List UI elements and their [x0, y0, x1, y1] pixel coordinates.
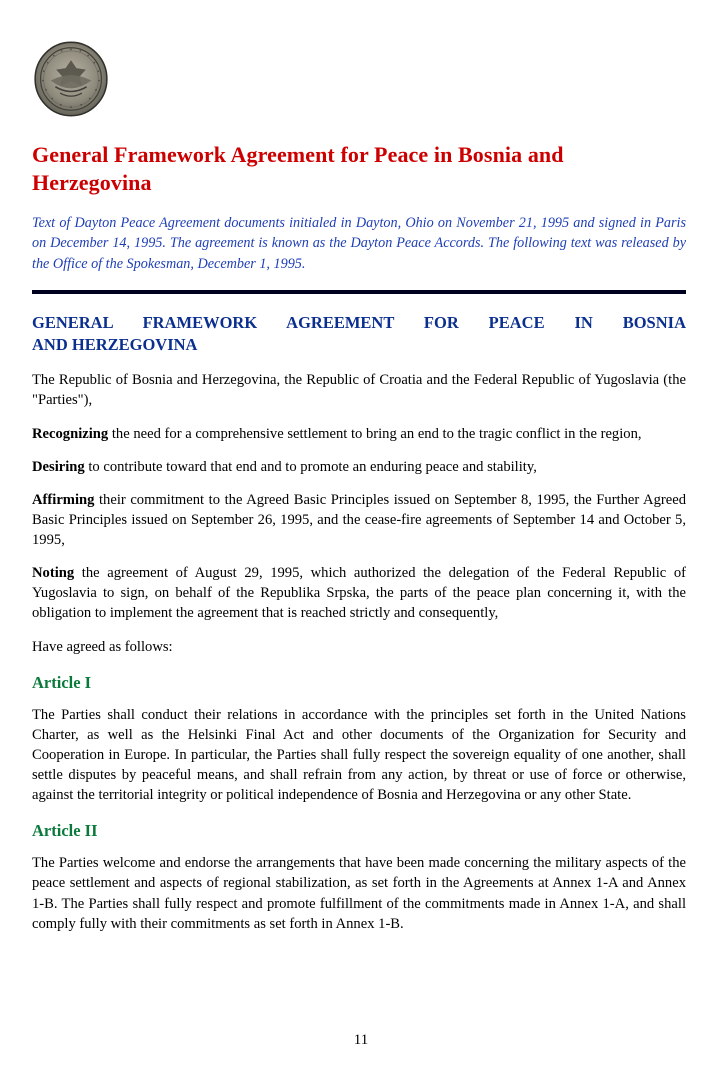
document-subtitle: Text of Dayton Peace Agreement documents initialed in Dayton, Ohio on November 21, 1995 and signed in Paris on December 14, 1995. The agreement is known as the Dayton Peace Accords. The following text was released by the Office of the Spokesman, December 1, 1995. [32, 215, 686, 272]
agreement-heading-line-1: GENERAL FRAMEWORK AGREEMENT FOR PEACE IN BOSNIA [32, 312, 686, 332]
paragraph-affirming [32, 490, 686, 550]
agreement-heading-line-2: AND HERZEGOVINA [32, 335, 198, 355]
page-title: General Framework Agreement for Peace in Bosnia and Herzegovina [32, 142, 564, 196]
paragraph-desiring [32, 457, 686, 477]
article-body-i: The Parties shall conduct their relations in accordance with the principles set forth in the United Nations Charter, as well as the Helsinki Final Act and other documents of the Organization for Security and Cooperation in Europe. In particular, the Parties shall fully respect the sovereign equality of one another, shall settle disputes by peaceful means, and shall refrain from any action, by threat or use of force or otherwise, against the territorial integrity or political independence of Bosnia and Herzegovina or any other State. [32, 706, 686, 804]
paragraph-text: the agreement of August 29, 1995, which authorized the delegation of the Federal Republic of Yugoslavia to sign, on behalf of the Republika Srpska, the parts of the peace plan concerning it, with the obligation to implement the agreement that is reached strictly and consequently, [32, 565, 686, 622]
paragraph-lead: Desiring [32, 458, 85, 475]
paragraph-recognizing [32, 424, 686, 444]
article-heading-ii: Article II [32, 821, 98, 841]
page-number: 11 [353, 1032, 369, 1048]
great-seal-icon [32, 40, 110, 118]
article-heading-i: Article I [32, 672, 92, 692]
paragraph-noting [32, 563, 686, 623]
paragraph-text: Have agreed as follows: [32, 638, 173, 655]
agreement-heading [32, 312, 686, 357]
paragraph-lead: Noting [32, 565, 75, 582]
seal-container [32, 40, 686, 123]
paragraph-lead: Affirming [32, 491, 95, 508]
horizontal-rule [32, 290, 686, 294]
paragraph-text: The Republic of Bosnia and Herzegovina, the Republic of Croatia and the Federal Republic of Yugoslavia (the "Parties"), [32, 372, 686, 409]
paragraph-parties [32, 370, 686, 410]
article-body-ii: The Parties welcome and endorse the arrangements that have been made concerning the military aspects of the peace settlement and aspects of regional stabilization, as set forth in the Agreements at Annex 1-A and Annex 1-B. The Parties shall fully respect and promote fulfillment of the commitments made in Annex 1-A, and shall comply fully with their commitments as set forth in Annex 1-B. [32, 855, 686, 932]
paragraph-lead: Recognizing [32, 425, 109, 442]
paragraph-text: to contribute toward that end and to promote an enduring peace and stability, [84, 458, 537, 475]
paragraph-text: the need for a comprehensive settlement to bring an end to the tragic conflict in the region, [108, 425, 642, 442]
paragraph-have-agreed [32, 637, 686, 657]
paragraph-text: their commitment to the Agreed Basic Principles issued on September 8, 1995, the Further Agreed Basic Principles issued on September 26, 1995, and the cease-fire agreements of September 14 and October 5, 1995, [32, 491, 686, 549]
